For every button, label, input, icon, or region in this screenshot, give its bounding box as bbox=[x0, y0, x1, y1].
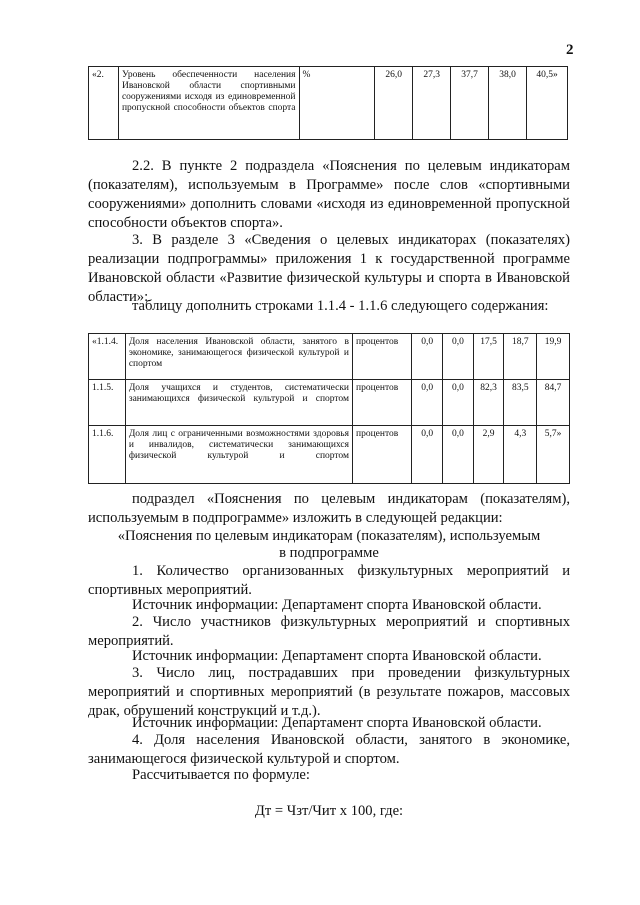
row-value: 18,7 bbox=[504, 334, 537, 380]
row-value: 0,0 bbox=[443, 334, 474, 380]
paragraph-item-4: 4. Доля населения Ивановской области, занятого в экономике, занимающегося физической культурой и спортом. bbox=[88, 732, 570, 767]
row-value: 2,9 bbox=[473, 426, 504, 484]
paragraph-formula-intro: Рассчитывается по формуле: bbox=[132, 767, 310, 783]
row-value: 0,0 bbox=[412, 426, 443, 484]
paragraph-source-3: Источник информации: Департамент спорта Ивановской области. bbox=[132, 715, 542, 731]
paragraph-item-3: 3. Число лиц, пострадавших при проведении физкультурных мероприятий и спортивных мероприятий (в результате пожаров, массовых драк, обрушений конструкций и т.д.). bbox=[88, 665, 570, 719]
table-row bbox=[89, 334, 570, 380]
row-value: 37,7 bbox=[451, 67, 489, 140]
row-value: 83,5 bbox=[504, 380, 537, 426]
row-code: 1.1.6. bbox=[89, 426, 126, 484]
row-value: 17,5 bbox=[473, 334, 504, 380]
row-unit: процентов bbox=[353, 426, 412, 484]
page-number: 2 bbox=[566, 42, 574, 58]
paragraph-table-intro: таблицу дополнить строками 1.1.4 - 1.1.6 следующего содержания: bbox=[132, 298, 549, 314]
row-description: Доля учащихся и студентов, систематически занимающихся физической культурой и спортом bbox=[125, 380, 352, 426]
row-value: 38,0 bbox=[489, 67, 527, 140]
row-code: «1.1.4. bbox=[89, 334, 126, 380]
section-heading-line2: в подпрограмме bbox=[279, 545, 379, 561]
row-unit: процентов bbox=[353, 380, 412, 426]
row-value: 4,3 bbox=[504, 426, 537, 484]
row-code: 1.1.5. bbox=[89, 380, 126, 426]
paragraph-3: 3. В разделе 3 «Сведения о целевых индикаторах (показателях) реализации подпрограммы» приложения 1 к государственной программе Ивановской области «Развитие физической культуры и спорта в Ивановской области»: bbox=[88, 232, 570, 305]
row-unit: % bbox=[299, 67, 375, 140]
row-description: Уровень обеспеченности населения Ивановской области спортивными сооружениями исходя из единовременной пропускной способности объектов спорта bbox=[118, 67, 299, 140]
row-description: Доля лиц с ограниченными возможностями здоровья и инвалидов, систематически занимающихся физической культурой и спортом bbox=[125, 426, 352, 484]
section-heading-line1: «Пояснения по целевым индикаторам (показателям), используемым bbox=[117, 528, 541, 544]
row-value: 27,3 bbox=[413, 67, 451, 140]
table-row bbox=[89, 67, 568, 140]
indicator-table-1 bbox=[88, 66, 568, 140]
row-value: 19,9 bbox=[537, 334, 570, 380]
paragraph-2-2: 2.2. В пункте 2 подраздела «Пояснения по целевым индикаторам (показателям), используемым в Программе» после слов «спортивными сооружениями» дополнить словами «исходя из единовременной пропускной способности объектов спорта». bbox=[88, 158, 570, 231]
formula: Дт = Чзт/Чит х 100, где: bbox=[254, 803, 404, 819]
row-value: 0,0 bbox=[443, 380, 474, 426]
indicator-table-2 bbox=[88, 333, 570, 484]
table-row bbox=[89, 380, 570, 426]
paragraph-subsection: подраздел «Пояснения по целевым индикаторам (показателям), используемым в подпрограмме» изложить в следующей редакции: bbox=[88, 491, 570, 526]
row-code: «2. bbox=[89, 67, 119, 140]
row-value: 0,0 bbox=[412, 380, 443, 426]
row-description: Доля населения Ивановской области, занятого в экономике, занимающегося физической культурой и спортом bbox=[125, 334, 352, 380]
row-value: 82,3 bbox=[473, 380, 504, 426]
table-row bbox=[89, 426, 570, 484]
row-value: 26,0 bbox=[375, 67, 413, 140]
paragraph-item-1: 1. Количество организованных физкультурных мероприятий и спортивных мероприятий. bbox=[88, 563, 570, 598]
paragraph-item-2: 2. Число участников физкультурных мероприятий и спортивных мероприятий. bbox=[88, 614, 570, 649]
row-value: 0,0 bbox=[412, 334, 443, 380]
row-value: 0,0 bbox=[443, 426, 474, 484]
row-value: 84,7 bbox=[537, 380, 570, 426]
paragraph-source-1: Источник информации: Департамент спорта Ивановской области. bbox=[132, 597, 542, 613]
row-unit: процентов bbox=[353, 334, 412, 380]
paragraph-source-2: Источник информации: Департамент спорта Ивановской области. bbox=[132, 648, 542, 664]
row-value: 40,5» bbox=[527, 67, 568, 140]
row-value: 5,7» bbox=[537, 426, 570, 484]
